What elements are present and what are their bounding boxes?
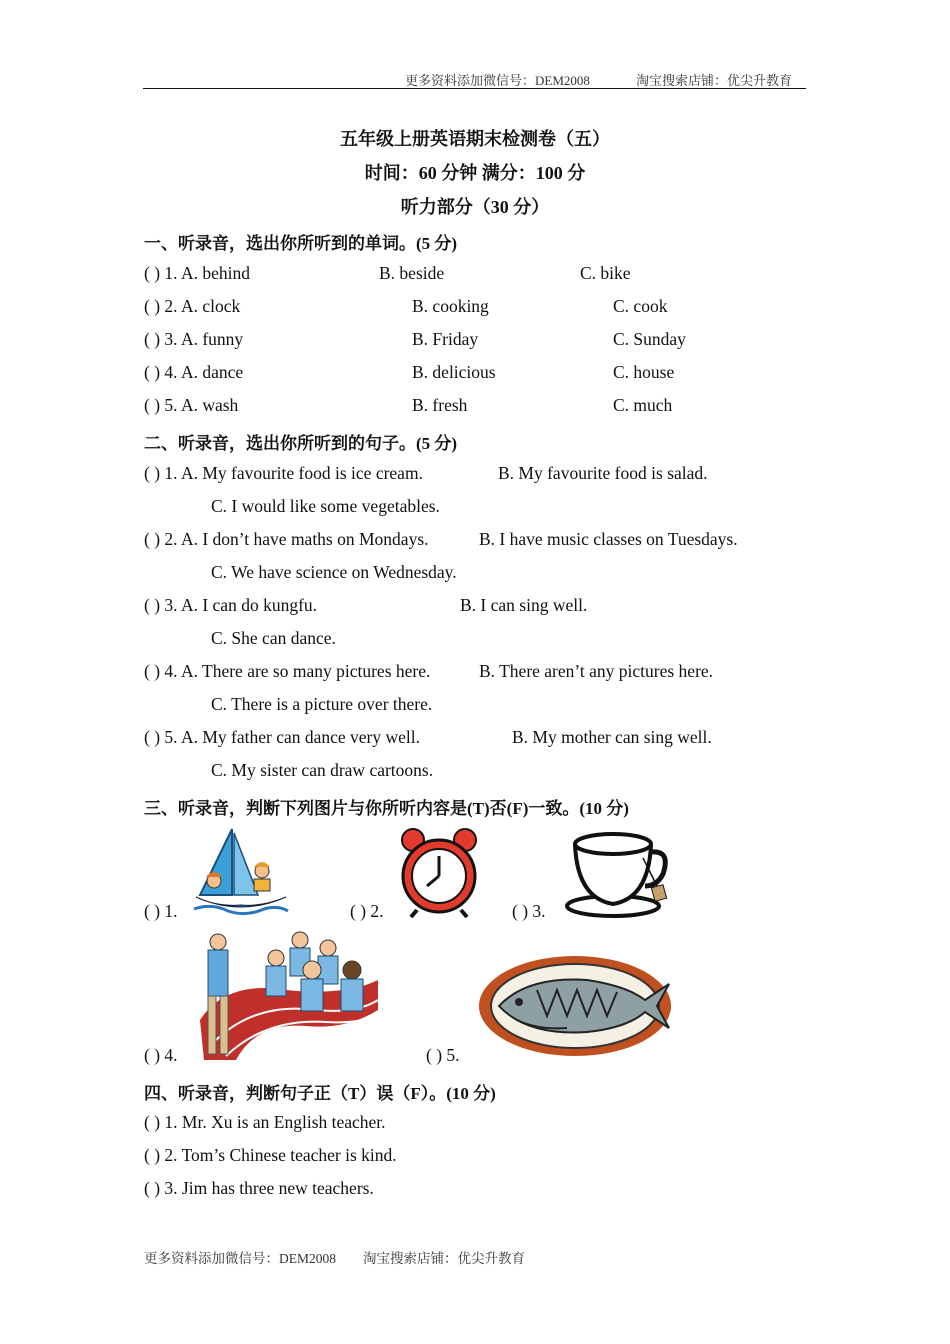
section-2-heading: 二、听录音，选出你所听到的句子。(5 分) — [144, 434, 458, 453]
running-track-icon — [196, 930, 380, 1062]
page-title: 五年级上册英语期末检测卷（五） — [340, 129, 610, 149]
s2-q1-b: B. My favourite food is salad. — [498, 463, 708, 483]
s1-q2-b: B. cooking — [412, 296, 489, 316]
s2-q5-c: C. My sister can draw cartoons. — [211, 760, 434, 780]
s4-q1: ( ) 1. Mr. Xu is an English teacher. — [144, 1112, 386, 1132]
s2-q3-c: C. She can dance. — [211, 628, 336, 648]
s2-q5-b: B. My mother can sing well. — [512, 727, 712, 747]
section-4-heading: 四、听录音，判断句子正（T）误（F）。(10 分) — [144, 1084, 496, 1103]
s1-q3-b: B. Friday — [412, 329, 479, 349]
header-shop: 淘宝搜索店铺：优尖升教育 — [636, 73, 793, 88]
s1-q2: ( ) 2. A. clock — [144, 296, 241, 316]
s1-q4-c: C. house — [613, 362, 675, 382]
s2-q1-c: C. I would like some vegetables. — [211, 496, 440, 516]
teacup-icon — [563, 828, 675, 918]
s3-q5: ( ) 5. — [426, 1045, 460, 1065]
s2-q2-b: B. I have music classes on Tuesdays. — [479, 529, 738, 549]
fish-dish-icon — [477, 950, 677, 1060]
s1-q4-b: B. delicious — [412, 362, 496, 382]
s3-q4: ( ) 4. — [144, 1045, 178, 1065]
time-info: 时间：60 分钟 满分：100 分 — [364, 163, 586, 183]
s1-q5-b: B. fresh — [412, 395, 468, 415]
footer-wechat: 更多资料添加微信号：DEM2008 — [144, 1251, 336, 1266]
s2-q3: ( ) 3. A. I can do kungfu. — [144, 595, 318, 615]
sailing-boat-icon — [192, 825, 290, 917]
s3-q3: ( ) 3. — [512, 901, 546, 921]
s2-q2: ( ) 2. A. I don’t have maths on Mondays. — [144, 529, 429, 549]
s2-q1: ( ) 1. A. My favourite food is ice cream. — [144, 463, 423, 483]
s1-q1: ( ) 1. A. behind — [144, 263, 250, 283]
s3-q1: ( ) 1. — [144, 901, 178, 921]
s1-q1-b: B. beside — [379, 263, 445, 283]
s3-q2: ( ) 2. — [350, 901, 384, 921]
alarm-clock-icon — [399, 826, 479, 918]
s2-q4-c: C. There is a picture over there. — [211, 694, 433, 714]
s4-q3: ( ) 3. Jim has three new teachers. — [144, 1178, 374, 1198]
s1-q3-c: C. Sunday — [613, 329, 686, 349]
s1-q1-c: C. bike — [580, 263, 631, 283]
section-1-heading: 一、听录音，选出你所听到的单词。(5 分) — [144, 234, 458, 253]
header-rule — [143, 88, 806, 89]
s4-q2: ( ) 2. Tom’s Chinese teacher is kind. — [144, 1145, 397, 1165]
s2-q2-c: C. We have science on Wednesday. — [211, 562, 457, 582]
s1-q4: ( ) 4. A. dance — [144, 362, 244, 382]
s1-q5: ( ) 5. A. wash — [144, 395, 239, 415]
footer-shop: 淘宝搜索店铺：优尖升教育 — [363, 1251, 525, 1266]
section-3-heading: 三、听录音，判断下列图片与你所听内容是(T)否(F)一致。(10 分) — [144, 799, 629, 818]
s1-q5-c: C. much — [613, 395, 673, 415]
listening-title: 听力部分（30 分） — [400, 197, 550, 217]
s2-q4-b: B. There aren’t any pictures here. — [479, 661, 714, 681]
s2-q5: ( ) 5. A. My father can dance very well. — [144, 727, 421, 747]
s1-q2-c: C. cook — [613, 296, 668, 316]
s2-q4: ( ) 4. A. There are so many pictures here. — [144, 661, 431, 681]
s1-q3: ( ) 3. A. funny — [144, 329, 244, 349]
s2-q3-b: B. I can sing well. — [460, 595, 588, 615]
header-wechat: 更多资料添加微信号：DEM2008 — [405, 73, 590, 88]
